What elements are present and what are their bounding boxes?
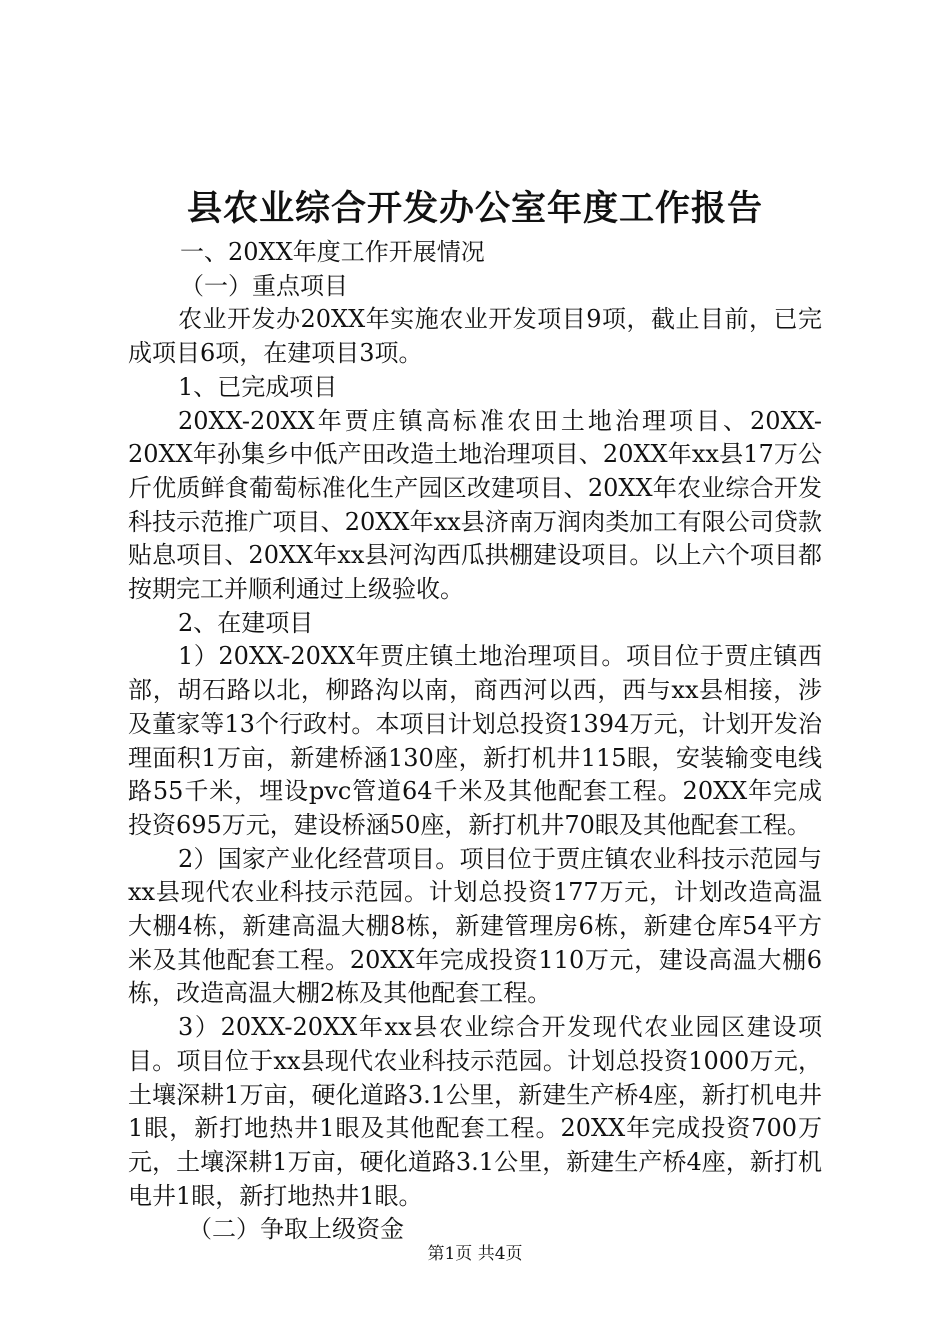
item-heading-in-progress: 2、在建项目	[178, 608, 314, 637]
subsection-heading-key-projects: （一）重点项目	[180, 271, 348, 300]
item-heading-completed: 1、已完成项目	[178, 372, 338, 401]
page-indicator: 第1页 共4页	[427, 1244, 523, 1264]
paragraph-project-3: 3）20XX-20XX年xx县农业综合开发现代农业园区建设项目。项目位于xx县现代农业科技示范园。计划总投资1000万元，土壤深耕1万亩，硬化道路3.1公里，新建生产桥4座，新打机电井1眼，新打地热井1眼及其他配套工程。20XX年完成投资700万元，土壤深耕1万亩，硬化道路3.1公里，新建生产桥4座，新打机电井1眼，新打地热井1眼。	[128, 1013, 822, 1210]
paragraph-project-2: 2）国家产业化经营项目。项目位于贾庄镇农业科技示范园与xx县现代农业科技示范园。计划总投资177万元，计划改造高温大棚4栋，新建高温大棚8栋，新建管理房6栋，新建仓库54平方米及其他配套工程。20XX年完成投资110万元，建设高温大棚6栋，改造高温大棚2栋及其他配套工程。	[128, 844, 822, 1008]
document-body	[128, 236, 822, 1247]
document-title: 县农业综合开发办公室年度工作报告	[186, 188, 763, 229]
paragraph-summary: 农业开发办20XX年实施农业开发项目9项，截止目前，已完成项目6项，在建项目3项。	[128, 305, 822, 368]
subsection-heading-funding: （二）争取上级资金	[188, 1215, 404, 1244]
paragraph-project-1: 1）20XX-20XX年贾庄镇土地治理项目。项目位于贾庄镇西部，胡石路以北，柳路沟以南，商西河以西，西与xx县相接，涉及董家等13个行政村。本项目计划总投资1394万元，计划开发治理面积1万亩，新建桥涵130座，新打机井115眼，安装输变电线路55千米，埋设pvc管道64千米及其他配套工程。20XX年完成投资695万元，建设桥涵50座，新打机井70眼及其他配套工程。	[128, 642, 822, 839]
paragraph-completed-projects: 20XX-20XX年贾庄镇高标准农田土地治理项目、20XX-20XX年孙集乡中低产田改造土地治理项目、20XX年xx县17万公斤优质鲜食葡萄标准化生产园区改建项目、20XX年农业综合开发科技示范推广项目、20XX年xx县济南万润肉类加工有限公司贷款贴息项目、20XX年xx县河沟西瓜拱棚建设项目。以上六个项目都按期完工并顺利通过上级验收。	[128, 406, 822, 604]
section-heading-1: 一、20XX年度工作开展情况	[180, 238, 485, 266]
